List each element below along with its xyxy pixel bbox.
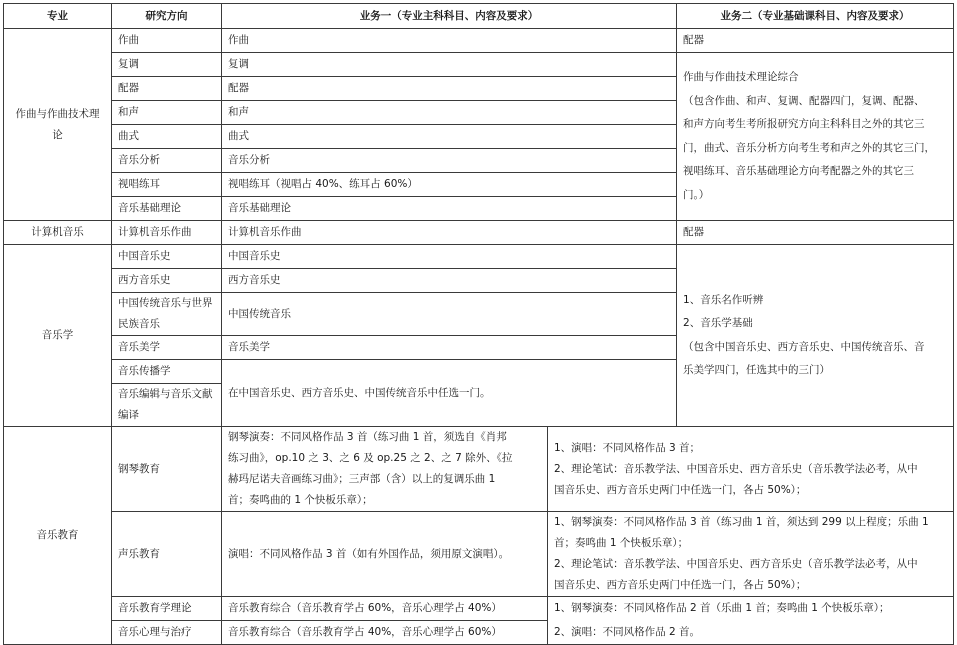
text-line: 首；奏鸣曲的 1 个快板乐章）； [228, 494, 373, 506]
subject1-cell: 计算机音乐作曲 [222, 221, 677, 245]
direction-cell: 音乐美学 [112, 336, 222, 360]
text-line: 乐美学四门，任选其中的三门） [683, 364, 831, 376]
direction-cell: 视唱练耳 [112, 173, 222, 197]
subject2-vocal [548, 512, 954, 597]
direction-cell: 音乐心理与治疗 [112, 621, 222, 645]
direction-cell: 声乐教育 [112, 512, 222, 597]
direction-cell: 配器 [112, 77, 222, 101]
major-musicology: 音乐学 [4, 245, 112, 427]
header-subject1: 业务一（专业主科科目、内容及要求） [222, 4, 677, 29]
direction-cell: 西方音乐史 [112, 269, 222, 293]
text-line: 练习曲》，op.10 之 3、之 6 及 op.25 之 2、之 7 除外、《拉 [228, 452, 513, 464]
direction-cell: 复调 [112, 53, 222, 77]
subject1-theory: 音乐教育综合（音乐教育学占 60%，音乐心理学占 40%） [222, 597, 548, 621]
text-line: （包含中国音乐史、西方音乐史、中国传统音乐、音 [683, 340, 925, 353]
table-row [4, 245, 954, 269]
table-row [4, 53, 954, 77]
header-direction: 研究方向 [112, 4, 222, 29]
subject1-piano [222, 427, 548, 512]
direction-cell: 中国传统音乐与世界民族音乐 [112, 293, 222, 336]
table-row [4, 29, 954, 53]
subject1-cell: 中国传统音乐 [222, 293, 677, 336]
direction-cell: 音乐基础理论 [112, 197, 222, 221]
text-line: 1、音乐名作听辨 [683, 293, 764, 306]
text-line: 国音乐史、西方音乐史两门中任选一门，各占 50%）； [554, 483, 807, 496]
subject1-musicology-shared: 在中国音乐史、西方音乐史、中国传统音乐中任选一门。 [222, 360, 677, 427]
subject1-cell: 配器 [222, 77, 677, 101]
header-major: 专业 [4, 4, 112, 29]
text-line: 作曲与作曲技术理论综合 [683, 71, 799, 83]
text-line: 钢琴演奏：不同风格作品 3 首（练习曲 1 首，须选自《肖邦 [228, 431, 507, 443]
subject1-cell: 曲式 [222, 125, 677, 149]
direction-cell: 作曲 [112, 29, 222, 53]
direction-cell: 曲式 [112, 125, 222, 149]
table-row [4, 221, 954, 245]
direction-cell: 计算机音乐作曲 [112, 221, 222, 245]
subject1-cell: 音乐美学 [222, 336, 677, 360]
table-row [4, 512, 954, 597]
header-row [4, 4, 954, 29]
direction-cell: 音乐编辑与音乐文献编译 [112, 384, 222, 427]
subject2-composition-combined [677, 53, 954, 221]
direction-cell: 中国音乐史 [112, 245, 222, 269]
subject1-cell: 音乐基础理论 [222, 197, 677, 221]
text-line: 1、演唱：不同风格作品 3 首； [554, 441, 701, 454]
subject1-cell: 中国音乐史 [222, 245, 677, 269]
direction-cell: 和声 [112, 101, 222, 125]
subject1-cell: 视唱练耳（视唱占 40%、练耳占 60%） [222, 173, 677, 197]
text-line: 和声方向考生考所报研究方向主科科目之外的其它三 [683, 118, 925, 130]
direction-cell: 钢琴教育 [112, 427, 222, 512]
subject2-cell: 配器 [677, 221, 954, 245]
major-composition: 作曲与作曲技术理论 [4, 29, 112, 221]
subject1-cell: 作曲 [222, 29, 677, 53]
subject1-cell: 复调 [222, 53, 677, 77]
text-line: 国音乐史、西方音乐史两门中任选一门，各占 50%）； [554, 579, 807, 591]
major-music-education: 音乐教育 [4, 427, 112, 645]
direction-cell: 音乐传播学 [112, 360, 222, 384]
major-computer-music: 计算机音乐 [4, 221, 112, 245]
subject1-cell: 音乐分析 [222, 149, 677, 173]
subject2-musicology-combined [677, 245, 954, 427]
table-row [4, 427, 954, 512]
text-line: 1、钢琴演奏：不同风格作品 3 首（练习曲 1 首，须达到 299 以上程度；乐曲 1 [554, 516, 929, 528]
text-line: 门。） [683, 188, 710, 201]
text-line: 2、演唱：不同风格作品 2 首。 [554, 625, 701, 638]
direction-cell: 音乐教育学理论 [112, 597, 222, 621]
text-line: 2、理论笔试：音乐教学法、中国音乐史、西方音乐史（音乐教学法必考，从中 [554, 462, 918, 475]
header-subject2: 业务二（专业基础课科目、内容及要求） [677, 4, 954, 29]
subject2-education-shared [548, 597, 954, 645]
subject2-cell: 配器 [677, 29, 954, 53]
subject1-cell: 西方音乐史 [222, 269, 677, 293]
text-line: 1、钢琴演奏：不同风格作品 2 首（乐曲 1 首；奏鸣曲 1 个快板乐章）； [554, 602, 890, 614]
text-line: 首；奏鸣曲 1 个快板乐章）； [554, 537, 689, 549]
text-line: 赫玛尼诺夫音画练习曲》；三声部（含）以上的复调乐曲 1 [228, 473, 496, 485]
subject1-cell: 和声 [222, 101, 677, 125]
exam-subjects-table [3, 3, 954, 645]
text-line: 2、理论笔试：音乐教学法、中国音乐史、西方音乐史（音乐教学法必考，从中 [554, 558, 918, 570]
text-line: 门，曲式、音乐分析方向考生考和声之外的其它三门， [683, 141, 936, 154]
text-line: 2、音乐学基础 [683, 317, 753, 329]
subject2-piano [548, 427, 954, 512]
subject1-therapy: 音乐教育综合（音乐教育学占 40%，音乐心理学占 60%） [222, 621, 548, 645]
text-line: （包含作曲、和声、复调、配器四门，复调、配器、 [683, 94, 925, 107]
subject1-vocal: 演唱：不同风格作品 3 首（如有外国作品，须用原文演唱）。 [222, 512, 548, 597]
text-line: 视唱练耳、音乐基础理论方向考配器之外的其它三 [683, 165, 915, 177]
direction-cell: 音乐分析 [112, 149, 222, 173]
